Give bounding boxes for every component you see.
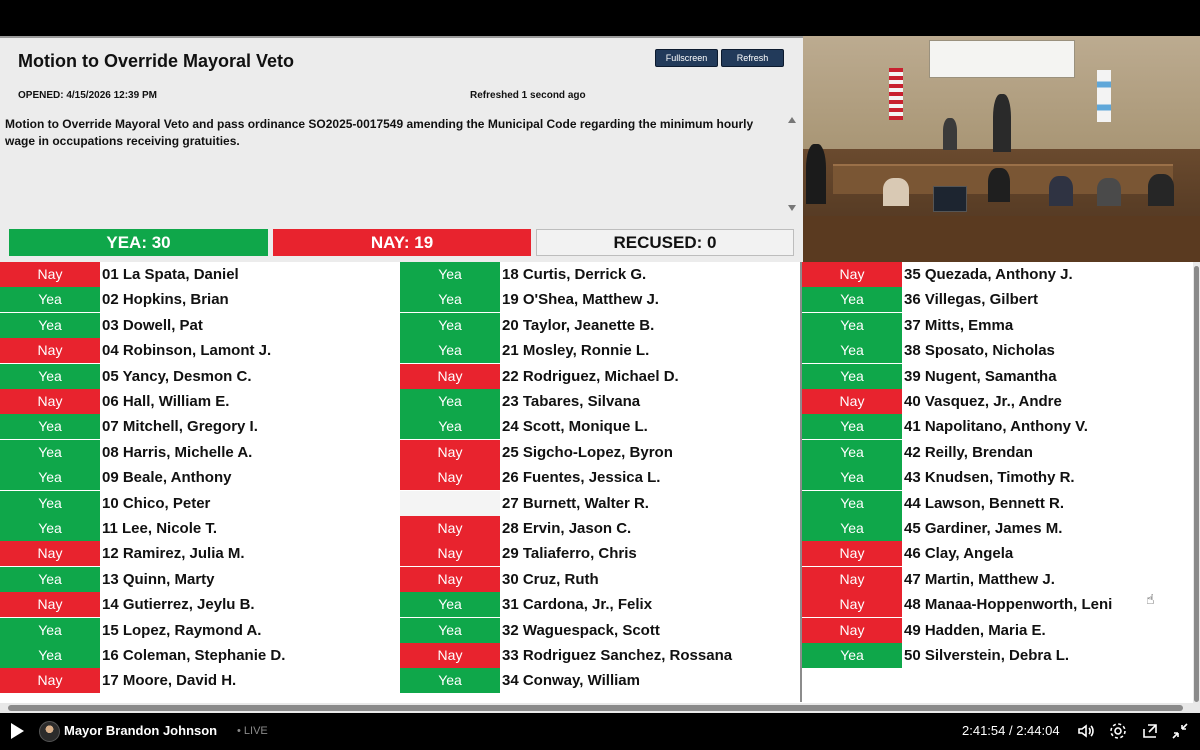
vote-badge: Nay <box>400 364 500 389</box>
vote-row <box>400 592 800 617</box>
vote-row <box>0 364 398 389</box>
vote-display <box>0 36 1200 713</box>
alderman-name: 10 Chico, Peter <box>102 494 211 512</box>
vote-badge: Nay <box>0 592 100 617</box>
alderman-name: 15 Lopez, Raymond A. <box>102 621 262 639</box>
scroll-up-arrow-icon[interactable] <box>788 117 796 123</box>
alderman-name: 45 Gardiner, James M. <box>904 520 1063 537</box>
vote-row <box>802 364 1193 389</box>
vote-row <box>400 389 800 414</box>
vote-badge <box>400 491 500 516</box>
nay-tally: NAY: 19 <box>273 229 531 256</box>
vote-row <box>0 338 398 363</box>
vote-row <box>400 491 800 516</box>
alderman-name: 11 Lee, Nicole T. <box>102 520 218 537</box>
alderman-name: 09 Beale, Anthony <box>102 469 232 487</box>
vote-badge: Nay <box>400 465 500 490</box>
alderman-name: 35 Quezada, Anthony J. <box>904 266 1073 283</box>
horizontal-scrollbar[interactable] <box>0 703 1193 713</box>
vote-row <box>802 414 1193 439</box>
scroll-down-arrow-icon[interactable] <box>788 205 796 211</box>
vote-badge: Nay <box>400 541 500 566</box>
alderman-name: 39 Nugent, Samantha <box>904 367 1057 385</box>
vote-row <box>400 541 800 566</box>
alderman-name: 46 Clay, Angela <box>904 545 1014 563</box>
vote-row <box>400 262 800 287</box>
vote-badge: Nay <box>0 668 100 693</box>
vote-row <box>400 668 800 693</box>
person-figure <box>883 178 909 206</box>
settings-icon[interactable] <box>1108 721 1128 741</box>
alderman-name: 25 Sigcho-Lopez, Byron <box>502 443 673 461</box>
alderman-name: 23 Tabares, Silvana <box>502 393 641 410</box>
alderman-name: 07 Mitchell, Gregory I. <box>102 418 258 436</box>
alderman-name: 01 La Spata, Daniel <box>102 266 239 283</box>
person-figure <box>993 94 1011 152</box>
alderman-name: 36 Villegas, Gilbert <box>904 291 1038 309</box>
vote-row <box>802 541 1193 566</box>
channel-avatar[interactable] <box>39 721 60 742</box>
vote-badge: Yea <box>0 643 100 668</box>
vote-row <box>802 592 1193 617</box>
vote-row <box>0 287 398 312</box>
live-indicator[interactable]: • LIVE <box>237 725 268 737</box>
vote-badge: Yea <box>400 592 500 617</box>
chamber-screen <box>929 40 1075 78</box>
vote-badge: Yea <box>400 313 500 338</box>
vote-row <box>400 465 800 490</box>
alderman-name: 02 Hopkins, Brian <box>102 291 229 309</box>
us-flag-image <box>889 68 903 120</box>
vote-row <box>0 440 398 465</box>
alderman-name: 05 Yancy, Desmon C. <box>102 367 252 385</box>
vote-row <box>400 364 800 389</box>
alderman-name: 08 Harris, Michelle A. <box>102 443 253 461</box>
alderman-name: 18 Curtis, Derrick G. <box>502 266 647 283</box>
exit-fullscreen-icon[interactable] <box>1170 721 1190 741</box>
vote-badge: Nay <box>802 389 902 414</box>
alderman-name: 14 Gutierrez, Jeylu B. <box>102 596 255 614</box>
person-figure <box>988 168 1010 202</box>
alderman-name: 41 Napolitano, Anthony V. <box>904 418 1088 436</box>
alderman-name: 26 Fuentes, Jessica L. <box>502 469 661 487</box>
alderman-name: 43 Knudsen, Timothy R. <box>904 469 1075 487</box>
vote-column-1 <box>0 262 398 702</box>
council-chamber-video[interactable] <box>803 36 1200 262</box>
vote-badge: Yea <box>802 313 902 338</box>
chicago-flag-image <box>1097 70 1111 122</box>
share-icon[interactable] <box>1140 721 1160 741</box>
refresh-button[interactable]: Refresh <box>721 49 784 67</box>
vote-row <box>802 618 1193 643</box>
play-icon[interactable] <box>11 723 24 739</box>
vote-badge: Nay <box>0 338 100 363</box>
monitor-image <box>933 186 967 212</box>
vote-row <box>0 313 398 338</box>
vote-badge: Yea <box>802 414 902 439</box>
alderman-name: 13 Quinn, Marty <box>102 570 215 588</box>
description-scrollbar[interactable] <box>786 114 798 214</box>
person-figure <box>806 144 826 204</box>
alderman-name: 47 Martin, Matthew J. <box>904 570 1055 588</box>
vote-row <box>0 541 398 566</box>
vote-row <box>802 262 1193 287</box>
vote-row <box>400 287 800 312</box>
vote-badge: Nay <box>400 516 500 541</box>
vote-badge: Yea <box>0 491 100 516</box>
vote-badge: Nay <box>802 592 902 617</box>
vote-badge: Yea <box>0 567 100 592</box>
motion-description-box[interactable] <box>0 114 798 214</box>
vote-badge: Yea <box>802 465 902 490</box>
vote-row <box>0 465 398 490</box>
alderman-name: 38 Sposato, Nicholas <box>904 342 1055 360</box>
vote-row <box>802 491 1193 516</box>
vote-row <box>0 389 398 414</box>
vote-badge: Yea <box>400 618 500 643</box>
alderman-name: 28 Ervin, Jason C. <box>502 520 632 537</box>
alderman-name: 32 Waguespack, Scott <box>502 621 660 639</box>
vertical-scroll-thumb[interactable] <box>1194 266 1199 702</box>
vote-row <box>802 313 1193 338</box>
alderman-name: 37 Mitts, Emma <box>904 316 1014 334</box>
vote-badge: Yea <box>400 414 500 439</box>
vote-row <box>0 668 398 693</box>
vote-row <box>0 262 398 287</box>
vote-row <box>0 643 398 668</box>
hand-cursor-icon: ☝ <box>1146 591 1155 607</box>
alderman-name: 42 Reilly, Brendan <box>904 443 1033 461</box>
vote-badge: Nay <box>0 262 100 287</box>
motion-description: Motion to Override Mayoral Veto and pass ordinance SO2025-0017549 amending the Municipal Code regarding the minimum hourly wage in occupations receiving gratuities. <box>5 117 754 148</box>
vote-badge: Yea <box>0 516 100 541</box>
vote-row <box>400 313 800 338</box>
vote-badge: Yea <box>0 440 100 465</box>
vote-column-3 <box>802 262 1193 702</box>
alderman-name: 30 Cruz, Ruth <box>502 570 599 588</box>
alderman-name: 21 Mosley, Ronnie L. <box>502 342 650 360</box>
alderman-name: 12 Ramirez, Julia M. <box>102 545 245 563</box>
alderman-name: 29 Taliaferro, Chris <box>502 545 637 563</box>
vote-badge: Nay <box>400 440 500 465</box>
vote-badge: Nay <box>0 541 100 566</box>
vote-badge: Nay <box>400 643 500 668</box>
alderman-name: 31 Cardona, Jr., Felix <box>502 596 653 614</box>
vote-row <box>802 567 1193 592</box>
alderman-name: 27 Burnett, Walter R. <box>502 494 649 512</box>
vote-row <box>400 643 800 668</box>
vote-badge: Nay <box>802 618 902 643</box>
alderman-name: 44 Lawson, Bennett R. <box>904 494 1065 512</box>
volume-icon[interactable] <box>1076 721 1096 741</box>
person-figure <box>1148 174 1174 206</box>
alderman-name: 40 Vasquez, Jr., Andre <box>904 393 1062 410</box>
alderman-name: 49 Hadden, Maria E. <box>904 621 1046 639</box>
channel-name[interactable]: Mayor Brandon Johnson <box>64 723 218 738</box>
alderman-name: 24 Scott, Monique L. <box>502 418 648 436</box>
chamber-desk <box>803 216 1200 262</box>
timecode: 2:41:54 / 2:44:04 <box>962 723 1060 738</box>
vote-badge: Yea <box>400 262 500 287</box>
vote-badge: Yea <box>802 338 902 363</box>
vote-row <box>0 491 398 516</box>
vote-row <box>400 618 800 643</box>
person-figure <box>943 118 957 150</box>
vote-badge: Nay <box>400 567 500 592</box>
vote-column-2 <box>400 262 802 702</box>
vote-row <box>400 440 800 465</box>
vote-badge: Nay <box>802 262 902 287</box>
alderman-name: 50 Silverstein, Debra L. <box>904 647 1070 664</box>
vote-badge: Yea <box>0 465 100 490</box>
vote-badge: Yea <box>0 364 100 389</box>
vote-badge: Yea <box>802 643 902 668</box>
yea-tally: YEA: 30 <box>9 229 268 256</box>
vote-row <box>802 465 1193 490</box>
alderman-name: 22 Rodriguez, Michael D. <box>502 367 679 385</box>
alderman-name: 20 Taylor, Jeanette B. <box>502 316 655 334</box>
vote-row <box>802 338 1193 363</box>
vote-row <box>0 414 398 439</box>
vote-badge: Nay <box>802 541 902 566</box>
video-player-bar <box>0 713 1200 750</box>
vote-row <box>0 592 398 617</box>
vote-badge: Yea <box>0 287 100 312</box>
recused-tally: RECUSED: 0 <box>536 229 794 256</box>
vote-row <box>802 287 1193 312</box>
vote-badge: Yea <box>802 516 902 541</box>
vote-row <box>0 567 398 592</box>
vote-badge: Yea <box>400 668 500 693</box>
alderman-name: 19 O'Shea, Matthew J. <box>502 291 659 309</box>
vote-badge: Yea <box>802 287 902 312</box>
vote-badge: Yea <box>400 389 500 414</box>
vote-row <box>0 516 398 541</box>
vertical-scrollbar[interactable] <box>1193 262 1200 713</box>
vote-badge: Nay <box>802 567 902 592</box>
alderman-name: 06 Hall, William E. <box>102 393 230 410</box>
opened-timestamp: OPENED: 4/15/2026 12:39 PM <box>18 90 157 101</box>
motion-title: Motion to Override Mayoral Veto <box>18 51 295 71</box>
vote-badge: Yea <box>802 364 902 389</box>
motion-panel <box>0 36 803 262</box>
vote-row <box>400 567 800 592</box>
vote-badge: Yea <box>400 287 500 312</box>
vote-badge: Yea <box>802 491 902 516</box>
vote-badge: Yea <box>0 618 100 643</box>
person-figure <box>1049 176 1073 206</box>
vote-badge: Yea <box>802 440 902 465</box>
alderman-name: 48 Manaa-Hoppenworth, Leni <box>904 596 1113 614</box>
alderman-name: 34 Conway, William <box>502 672 640 690</box>
vote-badge: Nay <box>0 389 100 414</box>
fullscreen-button[interactable]: Fullscreen <box>655 49 718 67</box>
horizontal-scroll-thumb[interactable] <box>8 705 1183 711</box>
person-figure <box>1097 178 1121 206</box>
alderman-name: 03 Dowell, Pat <box>102 316 203 334</box>
vote-row <box>802 440 1193 465</box>
vote-row <box>400 414 800 439</box>
vote-row <box>400 516 800 541</box>
refreshed-status: Refreshed 1 second ago <box>470 90 586 101</box>
vote-badge: Yea <box>0 313 100 338</box>
vote-badge: Yea <box>400 338 500 363</box>
vote-row <box>0 618 398 643</box>
vote-row <box>802 643 1193 668</box>
alderman-name: 04 Robinson, Lamont J. <box>102 342 272 360</box>
vote-badge: Yea <box>0 414 100 439</box>
alderman-name: 33 Rodriguez Sanchez, Rossana <box>502 647 733 664</box>
vote-row <box>802 389 1193 414</box>
alderman-name: 16 Coleman, Stephanie D. <box>102 647 286 664</box>
alderman-name: 17 Moore, David H. <box>102 672 237 690</box>
vote-row <box>802 516 1193 541</box>
vote-row <box>400 338 800 363</box>
